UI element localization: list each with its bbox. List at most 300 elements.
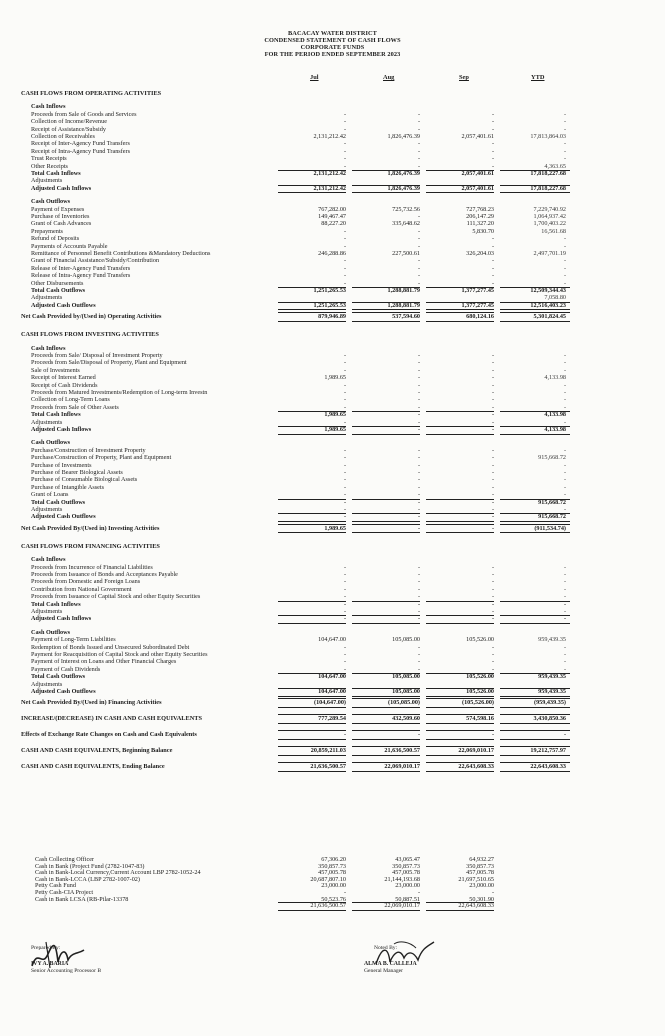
cell-aug: 105,085.00 [392, 673, 420, 681]
table-row [0, 228, 665, 235]
table-row [0, 155, 665, 162]
cell-jul: 1,989.65 [324, 524, 346, 532]
rule-line [352, 739, 420, 740]
table-row [0, 673, 665, 680]
rule-line [500, 696, 570, 697]
cell-jul: - [343, 476, 346, 484]
cell-jul: - [343, 381, 346, 389]
row-label: Collection of Receivables [31, 133, 95, 140]
table-row [0, 439, 665, 446]
cell-aug: - [417, 571, 420, 578]
rule-line [426, 902, 494, 903]
rule-line [278, 615, 346, 616]
rule-line [278, 688, 346, 689]
cell-aug: - [417, 352, 420, 359]
cell-sep: 1,377,277.45 [461, 301, 494, 309]
cell-jul: 104,647.00 [318, 673, 346, 681]
rule-line [500, 707, 570, 708]
cell-aug: - [417, 118, 420, 126]
cell-jul: - [343, 118, 346, 126]
row-label: CASH FLOWS FROM FINANCING ACTIVITIES [21, 542, 160, 550]
row-label: Cash in Bank-LCCA (LBP 2782-1007-02) [35, 875, 140, 883]
rule-line [426, 910, 494, 911]
rule-line [352, 192, 420, 193]
cell-ytd: - [563, 389, 566, 396]
cell-sep: 574,598.16 [466, 715, 494, 723]
cell-aug: - [417, 889, 420, 896]
row-label: Receipt of Intra-Agency Fund Transfers [31, 147, 130, 155]
row-label: Purchase/Construction of Property, Plant and Equipment [31, 454, 172, 462]
cell-jul: 23,000.00 [321, 882, 346, 890]
cell-ytd: 1,064,937.42 [533, 213, 566, 220]
rule-line [352, 170, 420, 171]
rule-line [500, 411, 570, 412]
rule-line [352, 499, 420, 500]
row-label: Total Cash Outflows [31, 498, 86, 506]
cell-jul: - [343, 352, 346, 359]
cell-aug: - [417, 426, 420, 433]
table-row [0, 476, 665, 483]
cell-ytd: - [563, 483, 566, 491]
table-row [0, 426, 665, 433]
org-name: BACACAY WATER DISTRICT [288, 30, 377, 37]
cell-jul: - [343, 593, 346, 601]
row-label: Payment of Long-Term Liabilities [31, 636, 116, 644]
cell-jul: 2,131,212.42 [313, 170, 346, 177]
cell-ytd: - [563, 140, 566, 148]
row-label: CASH AND CASH EQUIVALENTS, Ending Balance [21, 763, 165, 771]
rule-line [352, 287, 420, 288]
cell-ytd: - [563, 118, 566, 126]
rule-line [278, 902, 346, 903]
cell-jul: 777,289.54 [318, 715, 346, 723]
rule-line [352, 696, 420, 697]
cell-sep: - [491, 446, 494, 454]
cell-aug: - [417, 476, 420, 484]
cell-jul: - [343, 110, 346, 118]
rule-line [352, 902, 420, 903]
cell-ytd: 959,439.35 [538, 673, 566, 681]
row-label: Remittance of Personnel Benefit Contributions &Mandatory Deductions [31, 250, 211, 257]
row-label: Proceeds from Sale/Disposal of Property, Plant and Equipment [31, 359, 187, 367]
cell-jul: - [343, 279, 346, 287]
cell-aug: - [417, 411, 420, 419]
net-row [0, 715, 665, 722]
rule-line [278, 170, 346, 171]
table-row [0, 593, 665, 600]
row-label: Redemption of Bonds Issued and Unsecured Subordinated Debt [31, 643, 190, 651]
cell-sep: - [491, 469, 494, 476]
table-row [0, 658, 665, 665]
cell-ytd: - [563, 257, 566, 265]
cell-jul: - [343, 491, 346, 499]
cell-sep: - [491, 110, 494, 118]
table-row [0, 126, 665, 133]
report-period: FOR THE PERIOD ENDED SEPTEMBER 2023 [264, 51, 401, 59]
rule-line [278, 532, 346, 533]
cell-sep: - [491, 352, 494, 359]
rule-line [500, 521, 570, 522]
cell-sep: 2,057,401.61 [461, 170, 494, 177]
cell-aug: - [417, 359, 420, 367]
table-row [0, 345, 665, 352]
rule-line [352, 302, 420, 303]
net-row [0, 699, 665, 706]
cell-ytd: 959,439.35 [538, 636, 566, 644]
rule-line [278, 910, 346, 911]
table-row [0, 469, 665, 476]
cell-ytd: 4,363.65 [544, 162, 566, 170]
rule-line [500, 524, 570, 525]
rule-line [352, 185, 420, 186]
cell-ytd: - [563, 272, 566, 280]
report-title: CONDENSED STATEMENT OF CASH FLOWS [264, 37, 401, 45]
row-label: Payment for Reacquisition of Capital Stock and other Equity Securities [31, 651, 208, 658]
cell-sep: 23,000.00 [469, 882, 494, 890]
table-row [0, 280, 665, 287]
rule-line [352, 746, 420, 747]
cell-sep: - [491, 615, 494, 623]
table-row [0, 608, 665, 615]
cell-sep: - [491, 118, 494, 126]
cell-sep: - [491, 389, 494, 396]
cell-sep: 105,526.00 [466, 688, 494, 695]
table-row [0, 185, 665, 192]
cell-sep: 2,057,401.61 [461, 133, 494, 140]
cell-aug: - [417, 658, 420, 666]
cell-aug: - [417, 140, 420, 148]
cell-sep: - [491, 585, 494, 593]
rule-line [500, 312, 570, 313]
row-label: Payment of Cash Dividends [31, 665, 101, 673]
cell-aug: - [417, 585, 420, 593]
cell-ytd: 4,133.98 [544, 426, 566, 433]
row-label: Adjusted Cash Outflows [31, 688, 96, 695]
cell-aug: 1,826,476.39 [387, 133, 420, 140]
cell-aug: - [417, 513, 420, 521]
cell-jul: 1,989.65 [324, 411, 346, 419]
cell-aug: - [417, 213, 420, 220]
rule-line [426, 302, 494, 303]
cell-aug: - [417, 396, 420, 404]
cell-jul: - [343, 418, 346, 426]
rule-line [426, 714, 494, 715]
rule-line [426, 426, 494, 427]
row-label: Proceeds from Issuance of Bonds and Acceptances Payable [31, 571, 178, 578]
row-label: CASH AND CASH EQUIVALENTS, Beginning Balance [21, 747, 173, 755]
column-header-jul: Jul [310, 74, 319, 81]
cell-ytd: - [563, 608, 566, 615]
table-row [0, 133, 665, 140]
rule-line [352, 698, 420, 699]
cell-sep: - [491, 366, 494, 374]
cell-aug: - [417, 491, 420, 499]
table-row [0, 564, 665, 571]
cell-jul: - [343, 563, 346, 571]
cell-aug: - [417, 563, 420, 571]
rule-line [426, 755, 494, 756]
rule-line [500, 192, 570, 193]
row-label: Proceeds from Issuance of Capital Stock and other Equity Securities [31, 593, 201, 601]
cell-ytd: - [563, 658, 566, 666]
cell-jul: 88,227.20 [321, 220, 346, 228]
cell-sep: - [491, 264, 494, 272]
table-row [0, 140, 665, 147]
rule-line [352, 521, 420, 522]
rule-line [500, 739, 570, 740]
cell-sep: - [491, 578, 494, 586]
cell-ytd: - [563, 491, 566, 499]
rule-line [426, 411, 494, 412]
cell-ytd: - [563, 585, 566, 593]
table-row [0, 571, 665, 578]
table-row [0, 578, 665, 585]
cell-sep: - [491, 513, 494, 521]
cell-ytd: 1,700,403.22 [533, 220, 566, 228]
prepared-name: IVY A. BARIA [31, 961, 69, 967]
cell-jul: - [343, 461, 346, 469]
net-row [0, 747, 665, 754]
rule-line [278, 739, 346, 740]
row-label: CASH FLOWS FROM OPERATING ACTIVITIES [21, 90, 162, 97]
cell-sep: 22,643,608.33 [458, 763, 494, 771]
cell-jul: - [343, 366, 346, 374]
row-label: Adjustments [31, 506, 63, 513]
cell-aug: - [417, 389, 420, 396]
report-header [0, 30, 665, 58]
cell-aug: - [417, 446, 420, 454]
cell-sep: (105,526.00) [462, 699, 494, 707]
rule-line [426, 524, 494, 525]
row-label: Net Cash Provided By/(Used in) Investing Activities [21, 524, 160, 532]
prepared-title: Senior Accounting Processor B [31, 968, 102, 974]
cell-sep: - [491, 242, 494, 250]
cell-sep: - [491, 454, 494, 462]
cell-aug: 1,288,881.79 [387, 287, 420, 294]
table-row [0, 170, 665, 177]
cell-sep: - [491, 658, 494, 666]
rule-line [352, 910, 420, 911]
row-label: Petty Cash Fund [35, 882, 76, 890]
row-label: Grant of Loans [31, 491, 69, 499]
cell-sep: - [491, 396, 494, 404]
row-label: Release of Inter-Agency Fund Transfers [31, 264, 131, 272]
table-row [0, 513, 665, 520]
cell-ytd: 915,668.72 [538, 454, 566, 462]
row-label: Collection of Long-Term Loans [31, 396, 110, 404]
cell-jul: 457,005.78 [318, 869, 346, 877]
rule-line [500, 673, 570, 674]
cell-jul: - [343, 162, 346, 170]
cell-sep: - [491, 889, 494, 896]
row-label: Adjusted Cash Inflows [31, 184, 92, 192]
noted-title: General Manager [364, 968, 403, 974]
noted-name: ALMA B. CALLEJA [364, 961, 417, 967]
table-row [0, 265, 665, 272]
rule-line [500, 746, 570, 747]
cell-aug: - [417, 665, 420, 673]
cell-sep: 350,857.73 [466, 862, 494, 870]
rule-line [426, 623, 494, 624]
table-row [0, 651, 665, 658]
rule-line [426, 287, 494, 288]
cell-jul: - [343, 140, 346, 148]
cell-ytd: - [563, 125, 566, 133]
rule-line [352, 755, 420, 756]
table-row [0, 636, 665, 643]
rule-line [278, 411, 346, 412]
row-label: Cash Inflows [31, 556, 66, 564]
rule-line [278, 185, 346, 186]
table-row [0, 389, 665, 396]
rule-line [278, 499, 346, 500]
cell-jul: (104,647.00) [314, 699, 346, 707]
cell-jul: - [343, 454, 346, 462]
rule-line [278, 312, 346, 313]
row-label: Receipt of Cash Dividends [31, 381, 98, 389]
cell-aug: - [417, 483, 420, 491]
cell-sep: - [491, 359, 494, 367]
cell-sep: - [491, 125, 494, 133]
rule-line [426, 170, 494, 171]
rule-line [278, 696, 346, 697]
table-row [0, 118, 665, 125]
table-row [0, 586, 665, 593]
row-label: Receipt of Assistance/Subsidy [31, 125, 106, 133]
rule-line [352, 411, 420, 412]
cell-jul: - [343, 600, 346, 608]
row-label: Adjusted Cash Outflows [31, 301, 96, 309]
cell-ytd: - [563, 506, 566, 513]
cell-aug: - [417, 651, 420, 658]
cell-ytd: - [563, 563, 566, 571]
cell-jul: - [343, 651, 346, 658]
cell-sep: - [491, 235, 494, 243]
cell-aug: - [417, 469, 420, 476]
cell-sep: - [491, 571, 494, 578]
cell-ytd: 2,497,701.19 [533, 250, 566, 257]
row-label: Collection of Income/Revenue [31, 118, 107, 126]
row-label: Purchase of Intangible Assets [31, 483, 105, 491]
row-label: Total Cash Inflows [31, 170, 81, 177]
rule-line [352, 623, 420, 624]
cell-ytd: - [563, 651, 566, 658]
cell-ytd: 4,133.98 [544, 374, 566, 382]
cell-aug: 725,732.56 [392, 205, 420, 213]
rule-line [278, 426, 346, 427]
cell-ytd: 12,509,344.43 [530, 287, 566, 294]
cell-jul: 50,523.76 [321, 895, 346, 903]
cell-aug: - [417, 506, 420, 513]
row-label: Payment of Expenses [31, 205, 85, 213]
cell-aug: 22,069,010.17 [384, 902, 420, 910]
cell-ytd: - [563, 147, 566, 155]
cell-jul: 149,467.47 [318, 213, 346, 220]
cell-sep: 22,069,010.17 [458, 747, 494, 755]
cell-sep: - [491, 272, 494, 280]
cell-jul: 767,282.00 [318, 205, 346, 213]
row-label: Adjusted Cash Inflows [31, 615, 92, 623]
cell-jul: - [343, 731, 346, 739]
cell-jul: - [343, 403, 346, 411]
table-row [0, 294, 665, 301]
table-row [0, 419, 665, 426]
cell-ytd: - [563, 600, 566, 608]
cell-ytd: 3,430,850.36 [533, 715, 566, 723]
cell-aug: 1,826,476.39 [387, 184, 420, 192]
row-label: Other Receipts [31, 162, 68, 170]
cell-aug: 457,005.78 [392, 869, 420, 877]
cell-ytd: - [563, 366, 566, 374]
cell-sep: - [491, 476, 494, 484]
cell-aug: 43,065.47 [395, 856, 420, 863]
row-label: Proceeds from Domestic and Foreign Loans [31, 578, 141, 586]
rule-line [426, 601, 494, 602]
row-label: Proceeds from Sale/ Disposal of Investment Property [31, 352, 163, 359]
table-row [0, 666, 665, 673]
cell-jul: - [343, 389, 346, 396]
noted-block [364, 945, 417, 975]
rule-line [352, 513, 420, 514]
cell-jul: 21,636,500.57 [310, 763, 346, 771]
cell-ytd: - [563, 731, 566, 739]
rule-line [426, 739, 494, 740]
row-label: Total Cash Inflows [31, 600, 81, 608]
cell-aug: - [417, 257, 420, 265]
row-label: Cash Collecting Officer [35, 856, 94, 863]
cell-sep: - [491, 381, 494, 389]
rule-line [352, 771, 420, 772]
rule-line [426, 707, 494, 708]
cell-sep: - [491, 600, 494, 608]
cell-jul: 104,647.00 [318, 688, 346, 695]
cell-ytd: 17,813,864.03 [530, 133, 566, 140]
row-label: Adjustments [31, 177, 63, 185]
cell-jul: - [343, 483, 346, 491]
rule-line [426, 673, 494, 674]
cell-aug: - [417, 279, 420, 287]
cell-aug: 50,887.51 [395, 895, 420, 903]
cell-sep: 21,697,510.65 [458, 875, 494, 883]
cell-jul: - [343, 155, 346, 163]
cell-sep: 2,057,401.61 [461, 184, 494, 192]
rule-line [278, 601, 346, 602]
cell-aug: 105,085.00 [392, 688, 420, 695]
row-label: Adjustments [31, 680, 63, 688]
cell-sep: - [491, 593, 494, 601]
rule-line [278, 673, 346, 674]
cell-jul: - [343, 658, 346, 666]
cell-sep: - [491, 411, 494, 419]
table-row [0, 367, 665, 374]
rule-line [500, 698, 570, 699]
cell-ytd: - [563, 352, 566, 359]
cell-jul: - [343, 506, 346, 513]
rule-line [500, 434, 570, 435]
cell-ytd: 17,818,227.68 [530, 170, 566, 177]
row-label: Total Cash Inflows [31, 411, 81, 419]
table-row [0, 462, 665, 469]
cell-jul: - [343, 665, 346, 673]
row-label: Purchase of Investments [31, 461, 92, 469]
row-label: INCREASE/(DECREASE) IN CASH AND CASH EQUIVALENTS [21, 715, 202, 723]
table-row [0, 411, 665, 418]
cell-aug: - [417, 227, 420, 235]
cell-ytd: - [563, 279, 566, 287]
cell-aug: - [417, 125, 420, 133]
row-label: Net Cash Provided By/(Used in) Financing Activities [21, 699, 162, 707]
cell-sep: - [491, 162, 494, 170]
